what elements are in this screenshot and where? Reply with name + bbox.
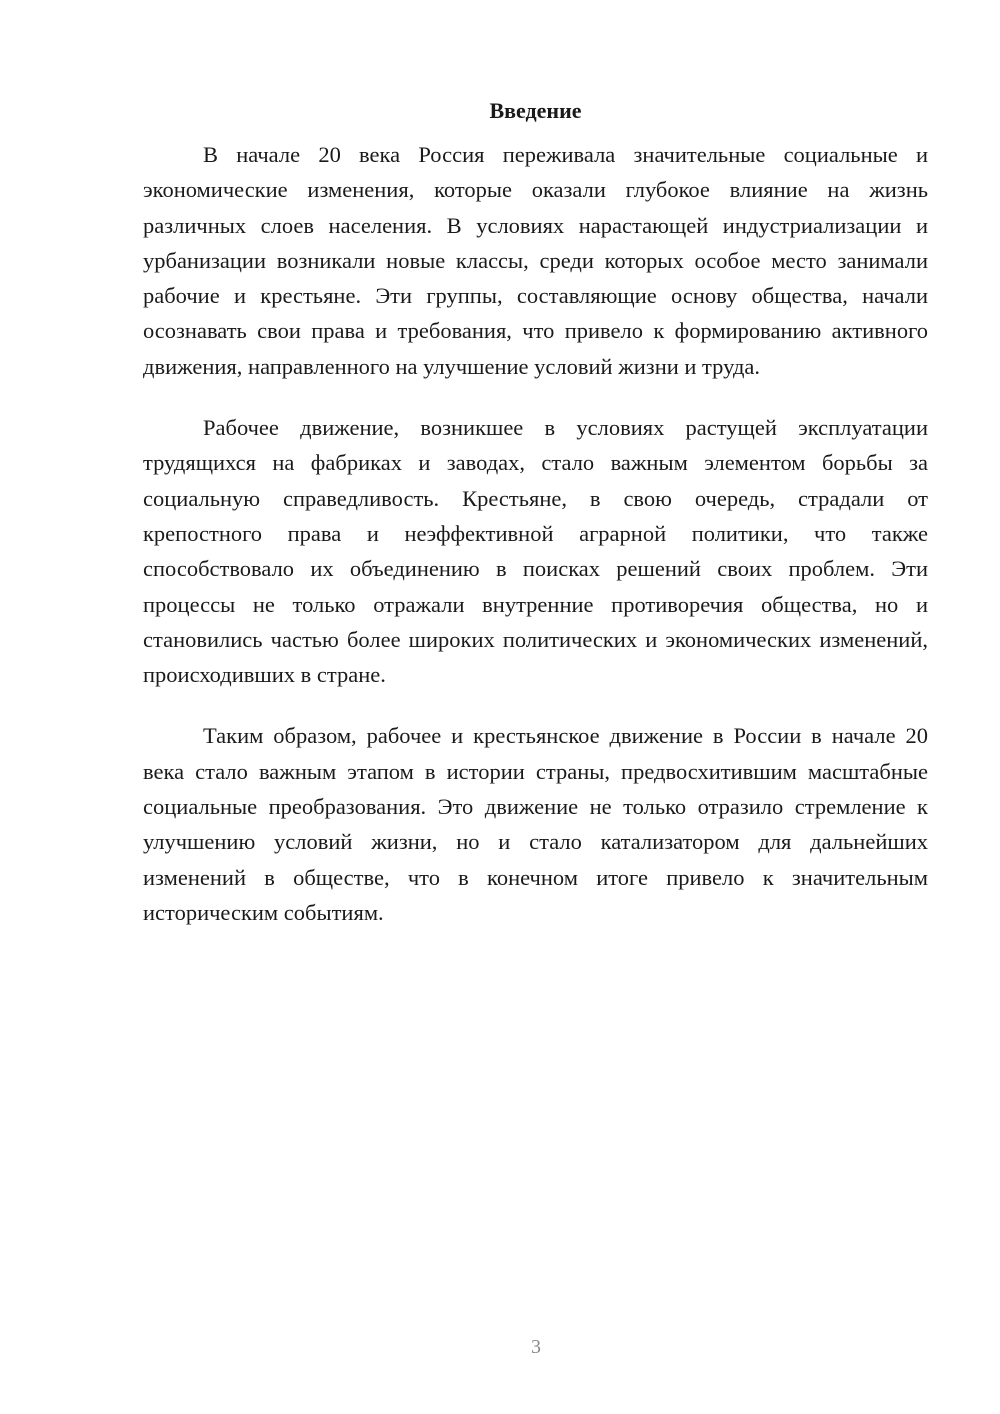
paragraph-2: Рабочее движение, возникшее в условиях растущей эксплуатации трудящихся на фабриках и заводах, стало важным элементом борьбы за социальную справедливость. Крестьяне, в свою очередь, страдали от крепостного права и неэффективной аграрной политики, что также способствовало их объединению в поисках решений своих проблем. Эти процессы не только отражали внутренние противоречия общества, но и становились частью более широких политических и экономических изменений, происходивших в стране.: [143, 415, 928, 688]
section-heading: Введение: [489, 98, 582, 123]
paragraph-1: В начале 20 века Россия переживала значительные социальные и экономические изменения, которые оказали глубокое влияние на жизнь различных слоев населения. В условиях нарастающей индустриализации и урбанизации возникали новые классы, среди которых особое место занимали рабочие и крестьяне. Эти группы, составляющие основу общества, начали осознавать свои права и требования, что привело к формированию активного движения, направленного на улучшение условий жизни и труда.: [143, 142, 928, 379]
page-content: [143, 95, 928, 956]
page-number: 3: [531, 1336, 541, 1358]
paragraph-3: Таким образом, рабочее и крестьянское движение в России в начале 20 века стало важным этапом в истории страны, предвосхитившим масштабные социальные преобразования. Это движение не только отразило стремление к улучшению условий жизни, но и стало катализатором для дальнейших изменений в обществе, что в конечном итоге привело к значительным историческим событиям.: [143, 723, 928, 925]
